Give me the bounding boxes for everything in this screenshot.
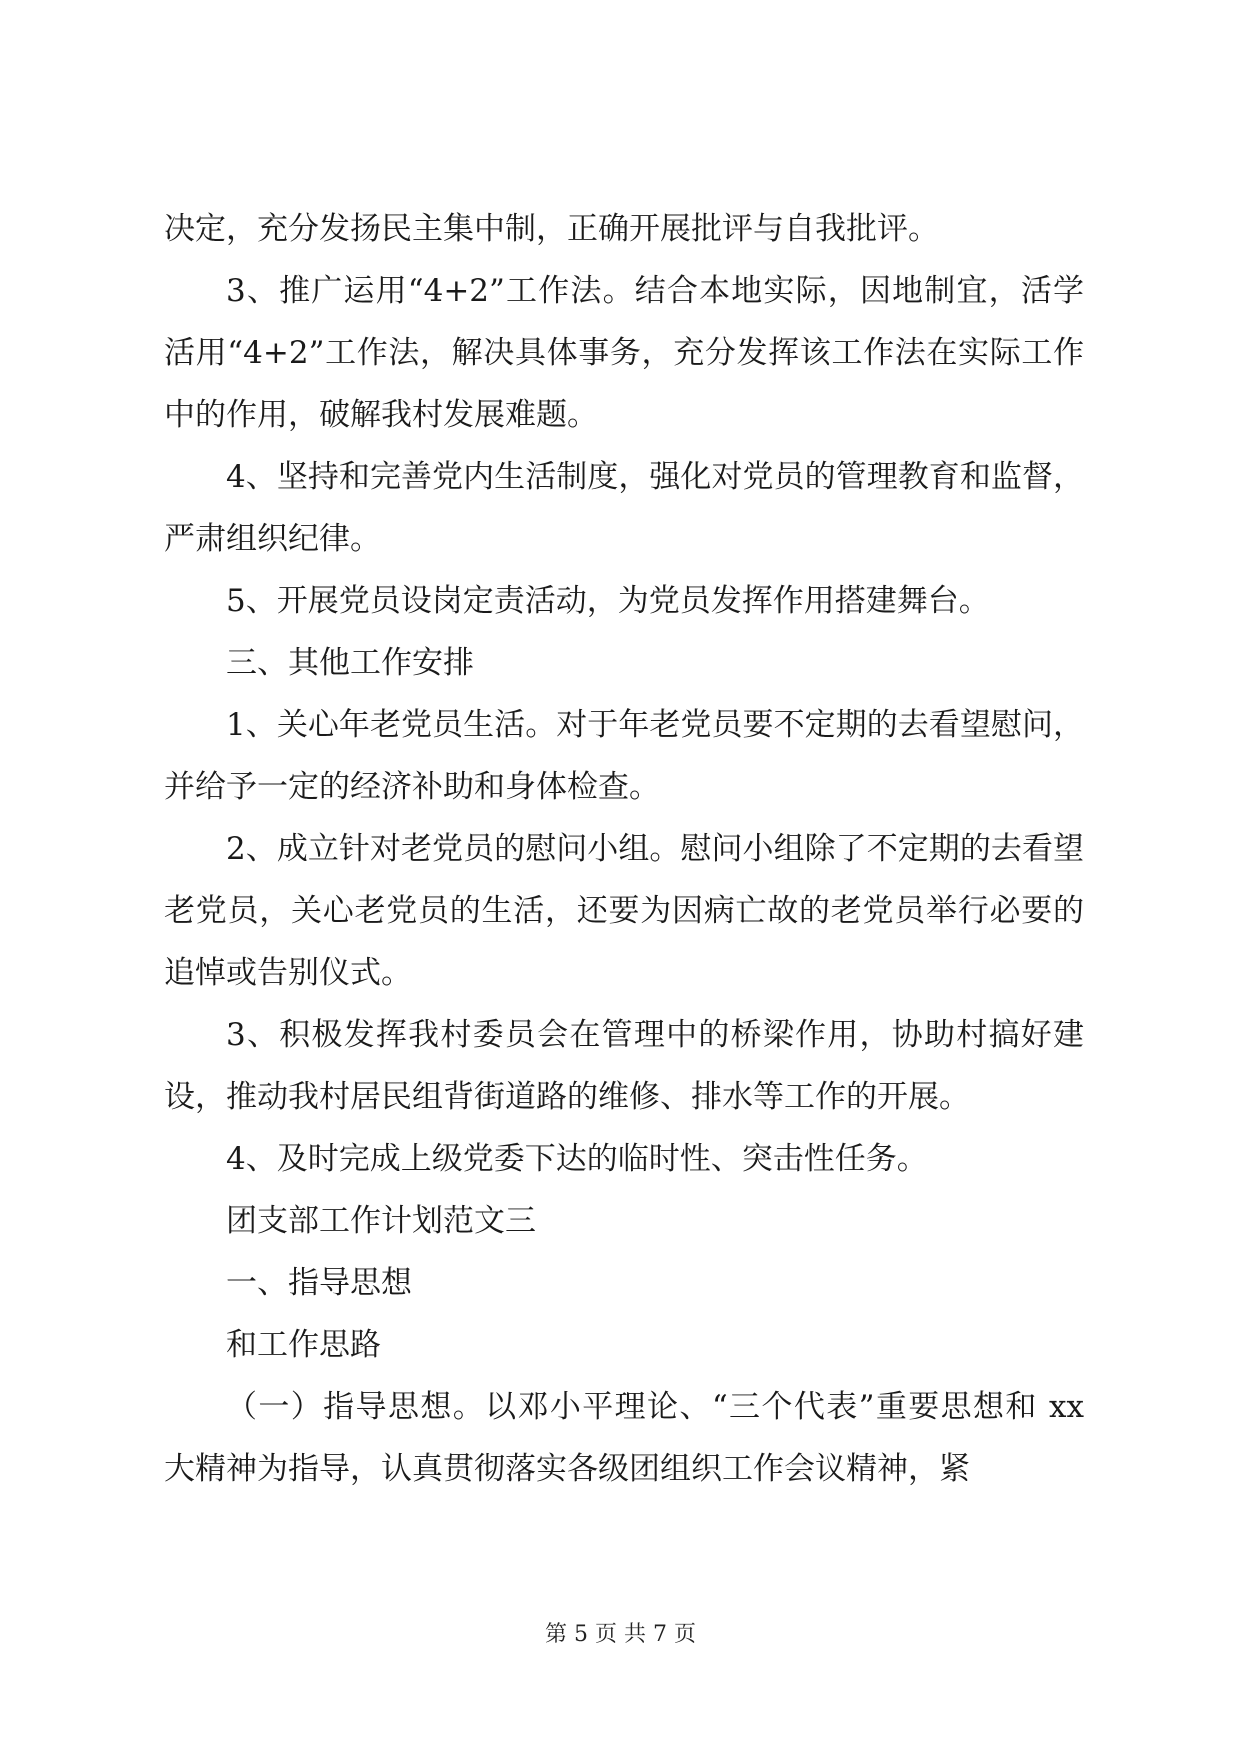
document-subtitle: 团支部工作计划范文三 (226, 1203, 536, 1239)
paragraph-continuation: 决定，充分发扬民主集中制，正确开展批评与自我批评。 (164, 211, 939, 247)
paragraph-other-2: 2、成立针对老党员的慰问小组。慰问小组除了不定期的去看望老党员，关心老党员的生活，还要为因病亡故的老党员举行必要的追悼或告别仪式。 (164, 831, 1084, 991)
paragraph-item-3: 3、推广运用“4+2”工作法。结合本地实际，因地制宜，活学活用“4+2”工作法，解决具体事务，充分发挥该工作法在实际工作中的作用，破解我村发展难题。 (164, 273, 1084, 433)
section-heading-guiding-ideology: 一、指导思想 (226, 1265, 412, 1301)
paragraph-guiding-ideology: （一）指导思想。以邓小平理论、“三个代表”重要思想和 xx 大精神为指导，认真贯彻落实各级团组织工作会议精神，紧 (164, 1389, 1084, 1487)
paragraph-item-4: 4、坚持和完善党内生活制度，强化对党员的管理教育和监督，严肃组织纪律。 (164, 459, 1084, 557)
paragraph-other-1: 1、关心年老党员生活。对于年老党员要不定期的去看望慰问，并给予一定的经济补助和身体检查。 (164, 707, 1084, 805)
paragraph-item-5: 5、开展党员设岗定责活动，为党员发挥作用搭建舞台。 (226, 583, 990, 619)
page-number-footer: 第 5 页 共 7 页 (545, 1622, 696, 1647)
section-heading-other-work: 三、其他工作安排 (226, 645, 474, 681)
paragraph-other-3: 3、积极发挥我村委员会在管理中的桥梁作用，协助村搞好建设，推动我村居民组背街道路的维修、排水等工作的开展。 (164, 1017, 1084, 1115)
paragraph-other-4: 4、及时完成上级党委下达的临时性、突击性任务。 (226, 1141, 928, 1177)
section-heading-work-approach: 和工作思路 (226, 1327, 381, 1363)
document-body (164, 198, 1084, 1500)
